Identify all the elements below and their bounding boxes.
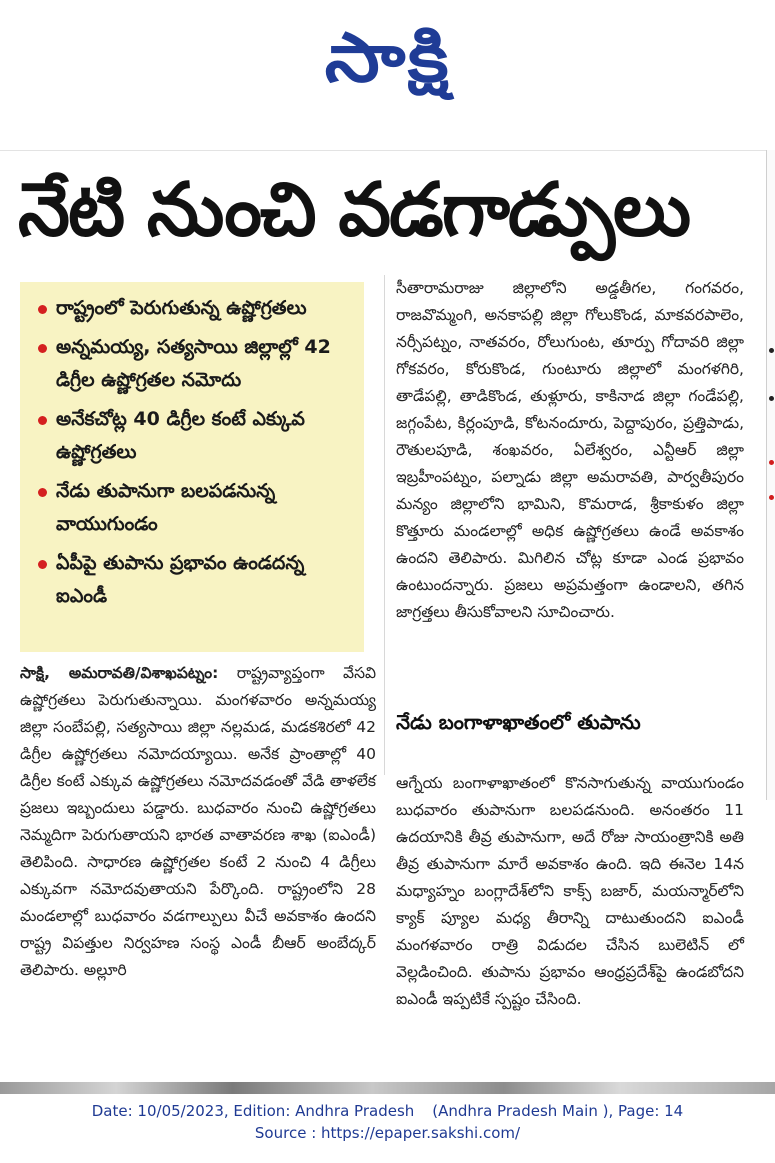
cyclone-body: ఆగ్నేయ బంగాళాఖాతంలో కొనసాగుతున్న వాయుగుండం బుధవారం తుపానుగా బలపడనుంది. అనంతరం 11 ఉదయానికి తీవ్ర తుపానుగా, అదే రోజు సాయంత్రానికి అతి తీవ్ర తుపానుగా మారే అవకాశం ఉంది. ఇది ఈనెల 14న మధ్యాహ్నం బంగ్లాదేశ్‌లోని కాక్స్ బజార్, మయన్మార్‌లోని క్యాక్ ప్యూల మధ్య తీరాన్ని దాటుతుందని ఐఎండీ మంగళవారం రాత్రి విడుదల చేసిన బులెటిన్ లో వెల్లడించింది. తుపాను ప్రభావం ఆంధ్రప్రదేశ్‌పై ఉండబోదని ఐఎండీ ఇప్పటికే స్పష్టం చేసింది. [396,774,744,1008]
bullet-icon [38,344,47,353]
source-line[interactable]: Source : https://epaper.sakshi.com/ [254,1124,521,1142]
edition-page: (Andhra Pradesh Main ), Page: 14 [432,1102,684,1120]
article-body-left: రాష్ట్రవ్యాప్తంగా వేసవి ఉష్ణోగ్రతలు పెరుగుతున్నాయి. మంగళవారం అన్నమయ్య జిల్లా సంబేపల్లి, సత్యసాయి జిల్లా నల్లమడ, మడకశిరలో 42 డిగ్రీల ఉష్ణోగ్రతలు నమోదయ్యాయి. అనేక ప్రాంతాల్లో 40 డిగ్రీల కంటే ఎక్కువ ఉష్ణోగ్రతలు నమోదవడంతో వేడి తాళలేక ప్రజలు ఇబ్బందులు పడ్డారు. బుధవారం నుంచి ఉష్ణోగ్రతలు నెమ్మదిగా పెరుగుతాయని భారత వాతావరణ శాఖ (ఐఎండీ) తెలిపింది. సాధారణ ఉష్ణోగ్రతల కంటే 2 నుంచి 4 డిగ్రీలు ఎక్కువగా నమోదవుతాయని పేర్కొంది. రాష్ట్రంలోని 28 మండలాల్లో బుధవారం వడగాల్పులు వీచే అవకాశం ఉందని రాష్ట్ర విపత్తుల నిర్వహణ సంస్థ ఎండీ బీఆర్ అంబేద్కర్ తెలిపారు. అల్లూరి [20,664,376,979]
highlight-item [38,292,352,325]
article-column-right-top [396,275,744,626]
column-divider [384,275,385,775]
highlight-text: ఏపీపై తుపాను ప్రభావం ఉండదన్న ఐఎండీ [56,552,305,607]
highlight-item [38,331,352,397]
bullet-icon [38,305,47,314]
edition-line [0,1100,775,1122]
masthead [0,14,775,104]
dateline: సాక్షి, అమరావతి/విశాఖపట్నం: [20,664,219,682]
edition-date: Date: 10/05/2023, Edition: Andhra Pradesh [91,1102,415,1120]
subheading: నేడు బంగాళాఖాతంలో తుపాను [396,710,641,734]
headline: నేటి నుంచి వడగాడ్పులు [18,167,690,253]
bullet-icon [38,416,47,425]
highlight-item [38,475,352,541]
article-column-left [20,660,376,984]
adjacent-column-edge [766,150,775,800]
bullet-icon [38,560,47,569]
bullet-icon [38,488,47,497]
highlights-box [20,282,364,652]
highlight-text: రాష్ట్రంలో పెరుగుతున్న ఉష్ణోగ్రతలు [56,297,307,319]
photo-strip [0,1082,775,1094]
sakshi-logo: సాక్షి [324,19,451,98]
article-column-right-bottom [396,770,744,1013]
highlight-item [38,403,352,469]
masthead-divider [0,150,775,151]
highlight-text: అనేకచోట్ల 40 డిగ్రీల కంటే ఎక్కువ ఉష్ణోగ్రతలు [56,408,305,463]
highlight-item [38,547,352,613]
article-body-right: సీతారామరాజు జిల్లాలోని అడ్డతీగల, గంగవరం, రాజవొమ్మంగి, అనకాపల్లి జిల్లా గోలుకొండ, మాకవరపాలెం, నర్సీపట్నం, నాతవరం, రోలుగుంట, తూర్పు గోదావరి జిల్లా గోకవరం, కోరుకొండ, గుంటూరు జిల్లాలో మంగళగిరి, తాడేపల్లి, తాడికొండ, తుళ్లూరు, కాకినాడ జిల్లా గండేపల్లి, జగ్గంపేట, కిర్లంపూడి, కోటనందూరు, పెద్దాపురం, ప్రత్తిపాడు, రౌతులపూడి, శంఖవరం, ఏలేశ్వరం, ఎన్టీఆర్ జిల్లా ఇబ్రహీంపట్నం, పల్నాడు జిల్లా అమరావతి, పార్వతీపురం మన్యం జిల్లాలోని భామిని, కొమరాడ, శ్రీకాకుళం జిల్లా కొత్తూరు మండలాల్లో అధిక ఉష్ణోగ్రతలు ఉండే అవకాశం ఉందని తెలిపారు. మిగిలిన చోట్ల కూడా ఎండ ప్రభావం ఉంటుందన్నారు. ప్రజలు అప్రమత్తంగా ఉండాలని, తగిన జాగ్రత్తలు తీసుకోవాలని సూచించారు. [396,279,744,621]
footer [0,1100,775,1144]
highlight-text: అన్నమయ్య, సత్యసాయి జిల్లాల్లో 42 డిగ్రీల ఉష్ణోగ్రతల నమోదు [56,336,331,391]
highlight-text: నేడు తుపానుగా బలపడనున్న వాయుగుండం [56,480,276,535]
